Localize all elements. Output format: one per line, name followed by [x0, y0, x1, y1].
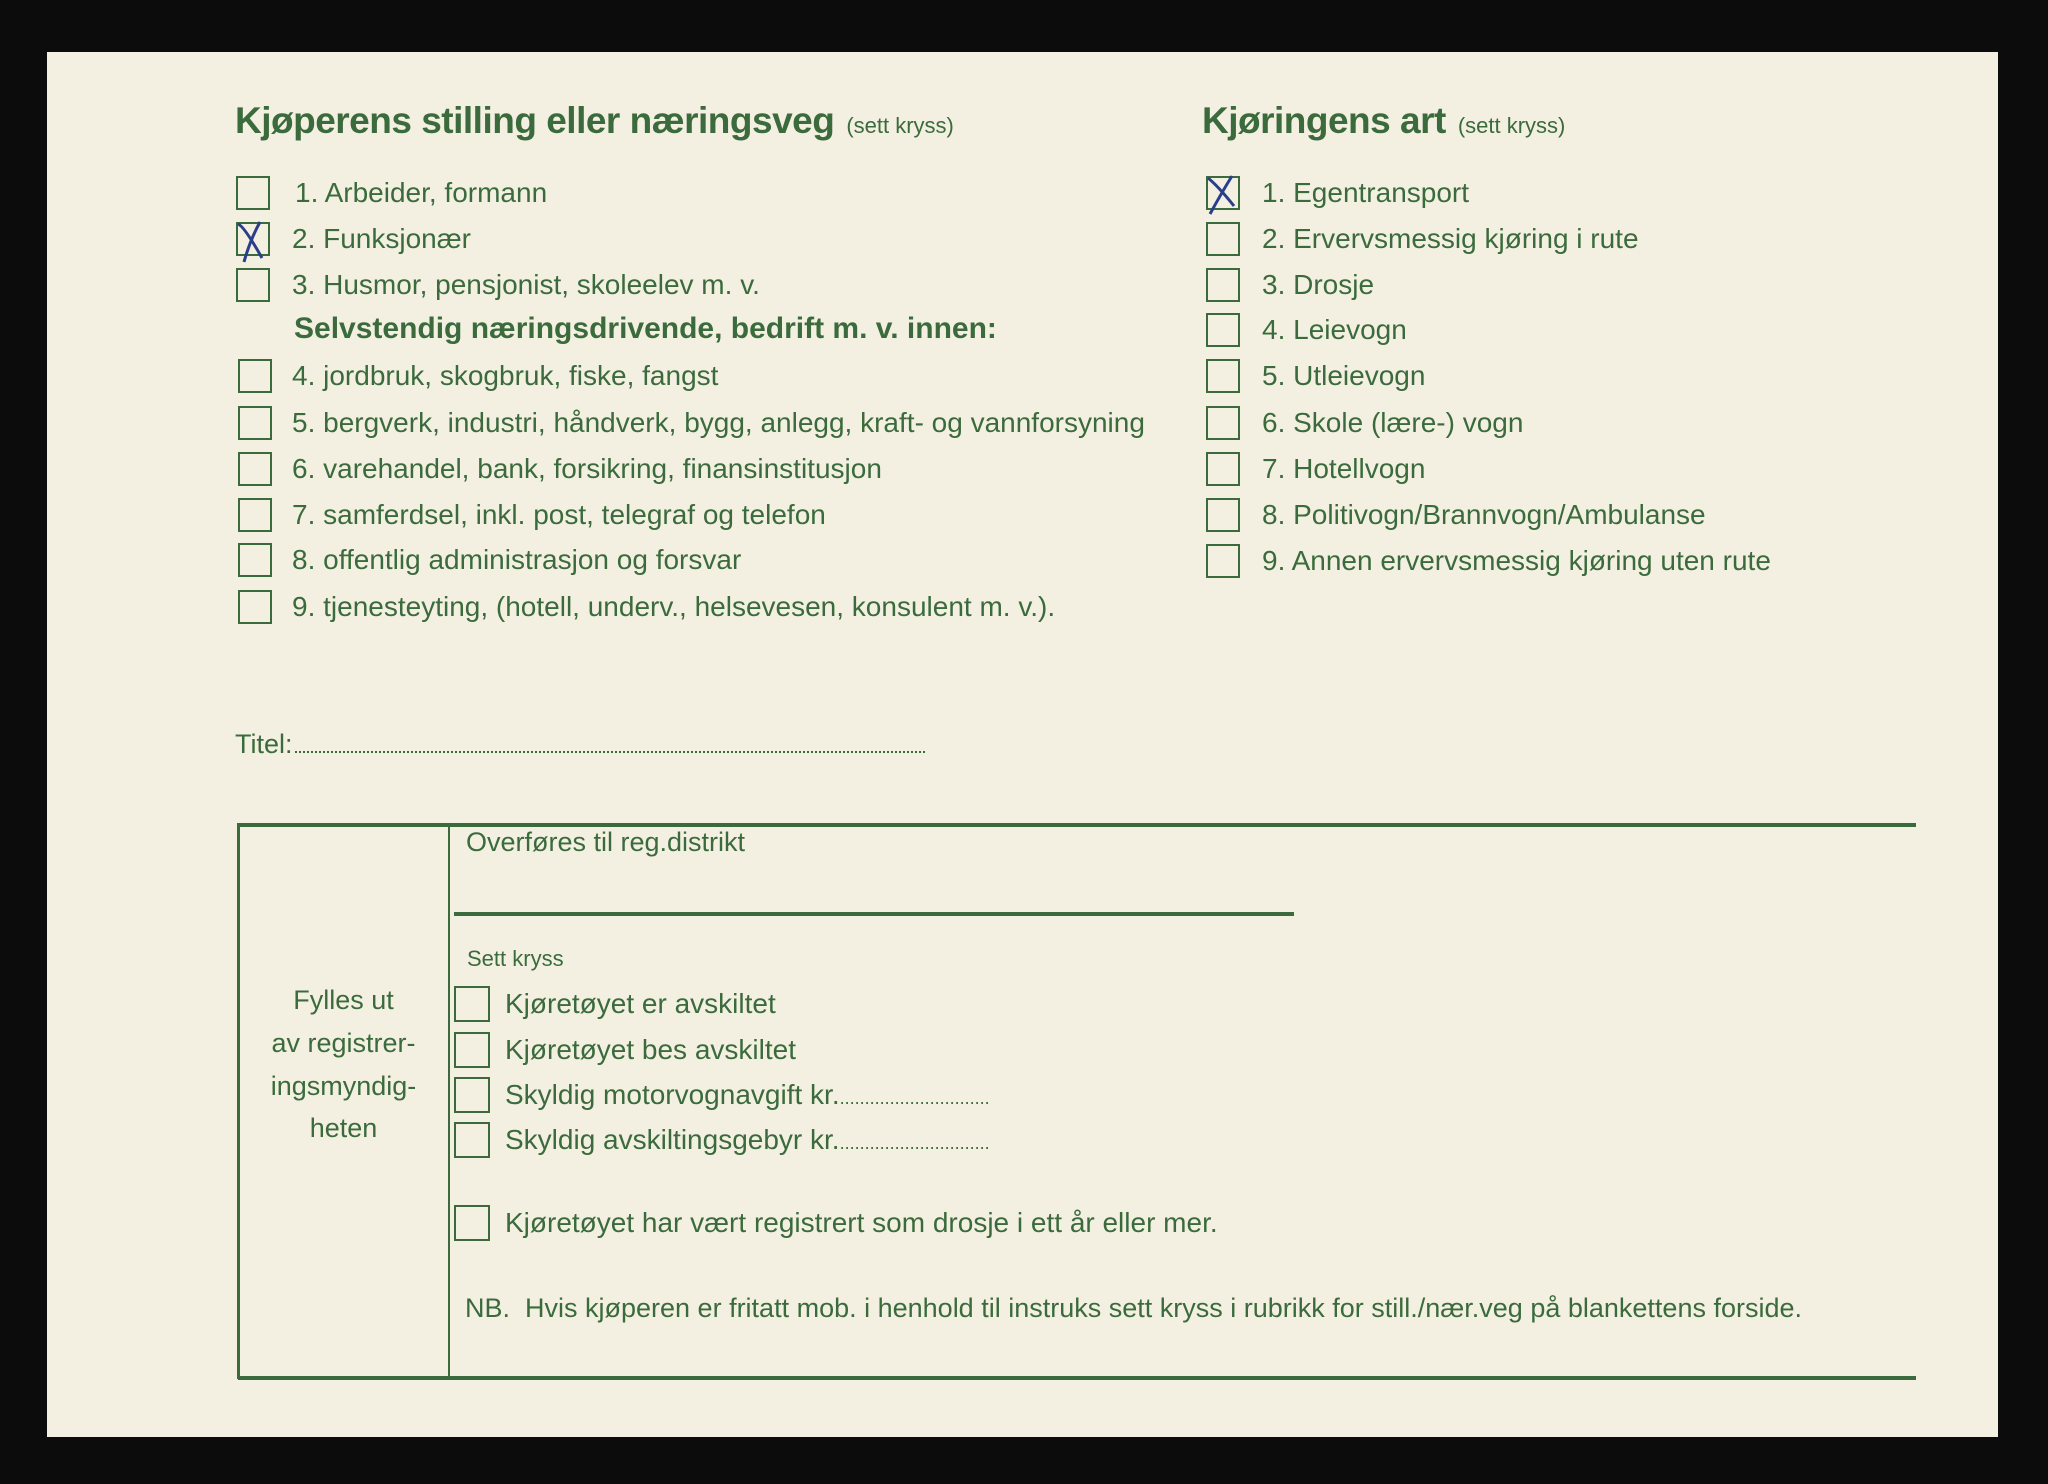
side-label-line: Fylles ut: [293, 985, 394, 1015]
checkbox-avskiltingsgebyr[interactable]: [454, 1122, 490, 1158]
check-hint: Sett kryss: [467, 946, 564, 971]
transfer-rule: [454, 912, 1294, 916]
checkbox-avskiltet[interactable]: [454, 986, 490, 1022]
checkbox-samferdsel[interactable]: [238, 498, 272, 532]
checkbox-annen[interactable]: [1206, 544, 1240, 578]
check-label: Kjøretøyet bes avskiltet: [505, 1034, 796, 1065]
option-label: 8. offentlig administrasjon og forsvar: [292, 544, 742, 575]
checkbox-skolevogn[interactable]: [1206, 406, 1240, 440]
option-label: 7. Hotellvogn: [1262, 453, 1426, 484]
option-label: 7. samferdsel, inkl. post, telegraf og telefon: [292, 499, 826, 530]
subheading-selvstendig: Selvstendig næringsdrivende, bedrift m. v. innen:: [294, 312, 997, 345]
option-label: 2. Funksjonær: [292, 223, 471, 254]
titel-label: Titel:: [235, 729, 293, 759]
checkbox-bes-avskiltet[interactable]: [454, 1032, 490, 1068]
transfer-label: Overføres til reg.distrikt: [466, 827, 746, 857]
option-label: 6. varehandel, bank, forsikring, finansinstitusjon: [292, 453, 882, 484]
checkbox-tjenesteyting[interactable]: [238, 590, 272, 624]
box-bottom-rule: [238, 1376, 1916, 1380]
option-label: 1. Arbeider, formann: [295, 177, 548, 208]
check-label-text: Skyldig avskiltingsgebyr kr.: [505, 1124, 840, 1155]
checkbox-arbeider[interactable]: [236, 176, 270, 210]
amount-field[interactable]: ..............................: [839, 1133, 990, 1153]
left-title-hint: (sett kryss): [846, 113, 954, 138]
pen-x-mark: [1202, 172, 1244, 218]
checkbox-politivogn[interactable]: [1206, 498, 1240, 532]
checkbox-varehandel[interactable]: [238, 452, 272, 486]
option-label: 9. Annen ervervsmessig kjøring uten rute: [1262, 545, 1771, 576]
box-divider: [448, 827, 450, 1377]
right-title-text: Kjøringens art: [1202, 100, 1446, 141]
checkbox-rute[interactable]: [1206, 222, 1240, 256]
right-section-title: [1202, 100, 1565, 142]
checkbox-utleievogn[interactable]: [1206, 359, 1240, 393]
titel-dotted-line: [295, 751, 925, 753]
option-label: 9. tjenesteyting, (hotell, underv., helsevesen, konsulent m. v.).: [292, 591, 1056, 622]
note-text: NB. Hvis kjøperen er fritatt mob. i henhold til instruks sett kryss i rubrikk for still./nær.veg på blankettens forside.: [465, 1293, 1803, 1323]
option-label: 4. Leievogn: [1262, 314, 1407, 345]
option-label: 8. Politivogn/Brannvogn/Ambulanse: [1262, 499, 1706, 530]
amount-field[interactable]: ..............................: [839, 1088, 990, 1108]
checkbox-bergverk[interactable]: [238, 406, 272, 440]
check-label-text: Skyldig motorvognavgift kr.: [505, 1079, 840, 1110]
checkbox-hotellvogn[interactable]: [1206, 452, 1240, 486]
option-label: 5. bergverk, industri, håndverk, bygg, anlegg, kraft- og vannforsyning: [292, 407, 1145, 438]
checkbox-jordbruk[interactable]: [238, 359, 272, 393]
checkbox-leievogn[interactable]: [1206, 313, 1240, 347]
drosje-check-label: Kjøretøyet har vært registrert som drosje i ett år eller mer.: [505, 1207, 1218, 1238]
left-title-text: Kjøperens stilling eller næringsveg: [235, 100, 835, 141]
checkbox-drosje[interactable]: [1206, 268, 1240, 302]
check-label: Kjøretøyet er avskiltet: [505, 988, 776, 1019]
checkbox-motorvognavgift[interactable]: [454, 1077, 490, 1113]
option-label: 3. Husmor, pensjonist, skoleelev m. v.: [292, 269, 760, 300]
check-label: [505, 1122, 990, 1161]
option-label: 6. Skole (lære-) vogn: [1262, 407, 1524, 438]
checkbox-husmor[interactable]: [236, 268, 270, 302]
option-label: 4. jordbruk, skogbruk, fiske, fangst: [292, 360, 719, 391]
side-label-line: ingsmyndig-: [270, 1071, 417, 1101]
option-label: 5. Utleievogn: [1262, 360, 1426, 391]
titel-field[interactable]: [235, 726, 925, 762]
left-section-title: [235, 100, 954, 142]
checkbox-offentlig[interactable]: [238, 543, 272, 577]
option-label: 2. Ervervsmessig kjøring i rute: [1262, 223, 1639, 254]
option-label: 3. Drosje: [1262, 269, 1375, 300]
side-label-line: av registrer-: [271, 1028, 416, 1058]
check-label: [505, 1077, 990, 1116]
pen-x-mark: [232, 218, 272, 264]
side-label-line: heten: [309, 1113, 378, 1143]
right-title-hint: (sett kryss): [1457, 113, 1566, 138]
option-label: 1. Egentransport: [1262, 177, 1470, 208]
checkbox-drosje-registrert[interactable]: [454, 1205, 490, 1241]
